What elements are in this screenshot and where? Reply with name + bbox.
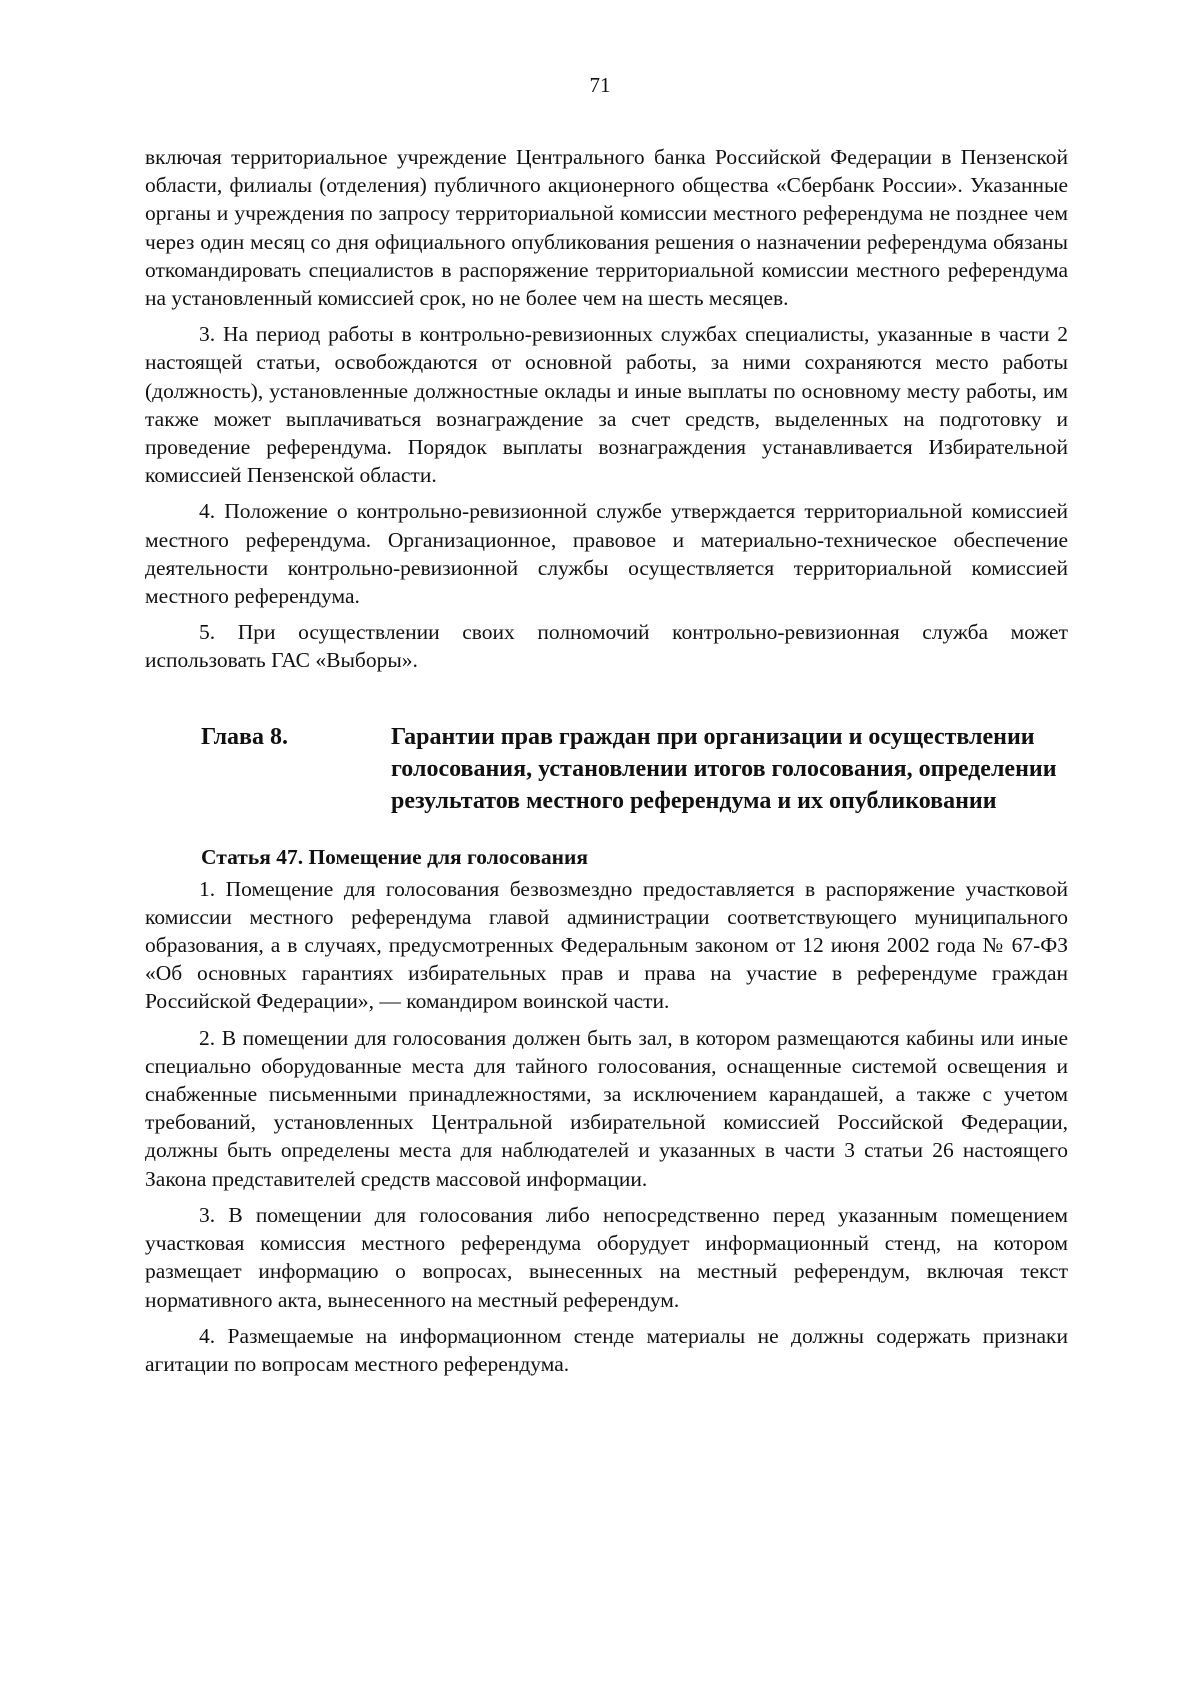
intro-paragraph: включая территориальное учреждение Центрального банка Российской Федерации в Пензенской области, филиалы (отделения) публичного акционерного общества «Сбербанк России». Указанные органы и учреждения по запросу территориальной комиссии местного референдума не позднее чем через один месяц со дня официального опубликования решения о назначении референдума обязаны откомандировать специалистов в распоряжение территориальной комиссии местного референдума на установленный комиссией срок, но не более чем на шесть месяцев.	[145, 145, 1068, 311]
chapter-heading	[201, 721, 1068, 817]
article47-item-4: 4. Размещаемые на информационном стенде материалы не должны содержать признаки агитации по вопросам местного референдума.	[145, 1323, 1068, 1376]
article47-item-1: 1. Помещение для голосования безвозмездно предоставляется в распоряжение участковой комиссии местного референдума главой администрации соответствующего муниципального образования, а в случаях, предусмотренных Федеральным законом от 12 июня 2002 года № 67-ФЗ «Об основных гарантиях избирательных прав и права на участие в референдуме граждан Российской Федерации», — командиром воинской части.	[145, 876, 1068, 1014]
article46-item-5: 5. При осуществлении своих полномочий контрольно-ревизионная служба может использовать ГАС «Выборы».	[145, 620, 1068, 673]
article-47-heading: Статья 47. Помещение для голосования	[201, 844, 589, 869]
chapter-title: Гарантии прав граждан при организации и осуществлении голосования, установлении итогов голосования, определении результатов местного референдума и их опубликовании	[391, 723, 1057, 814]
chapter-label: Глава 8.	[201, 723, 288, 750]
article46-item-3: 3. На период работы в контрольно-ревизионных службах специалисты, указанные в части 2 настоящей статьи, освобождаются от основной работы, за ними сохраняются место работы (должность), установленные должностные оклады и иные выплаты по основному месту работы, им также может выплачиваться вознаграждение за счет средств, выделенных на подготовку и проведение референдума. Порядок выплаты вознаграждения устанавливается Избирательной комиссией Пензенской области.	[145, 322, 1068, 488]
article46-item-4: 4. Положение о контрольно-ревизионной службе утверждается территориальной комиссией местного референдума. Организационное, правовое и материально-техническое обеспечение деятельности контрольно-ревизионной службы осуществляется территориальной комиссией местного референдума.	[145, 499, 1068, 609]
page-number: 71	[589, 73, 611, 97]
page-content	[145, 143, 1068, 1386]
article47-item-3: 3. В помещении для голосования либо непосредственно перед указанным помещением участковая комиссия местного референдума оборудует информационный стенд, на котором размещает информацию о вопросах, вынесенных на местный референдум, включая текст нормативного акта, вынесенного на местный референдум.	[145, 1202, 1068, 1312]
article47-item-2: 2. В помещении для голосования должен быть зал, в котором размещаются кабины или иные специально оборудованные места для тайного голосования, оснащенные системой освещения и снабженные письменными принадлежностями, за исключением карандашей, а также с учетом требований, установленных Центральной избирательной комиссией Российской Федерации, должны быть определены места для наблюдателей и указанных в части 3 статьи 26 настоящего Закона представителей средств массовой информации.	[145, 1025, 1068, 1191]
